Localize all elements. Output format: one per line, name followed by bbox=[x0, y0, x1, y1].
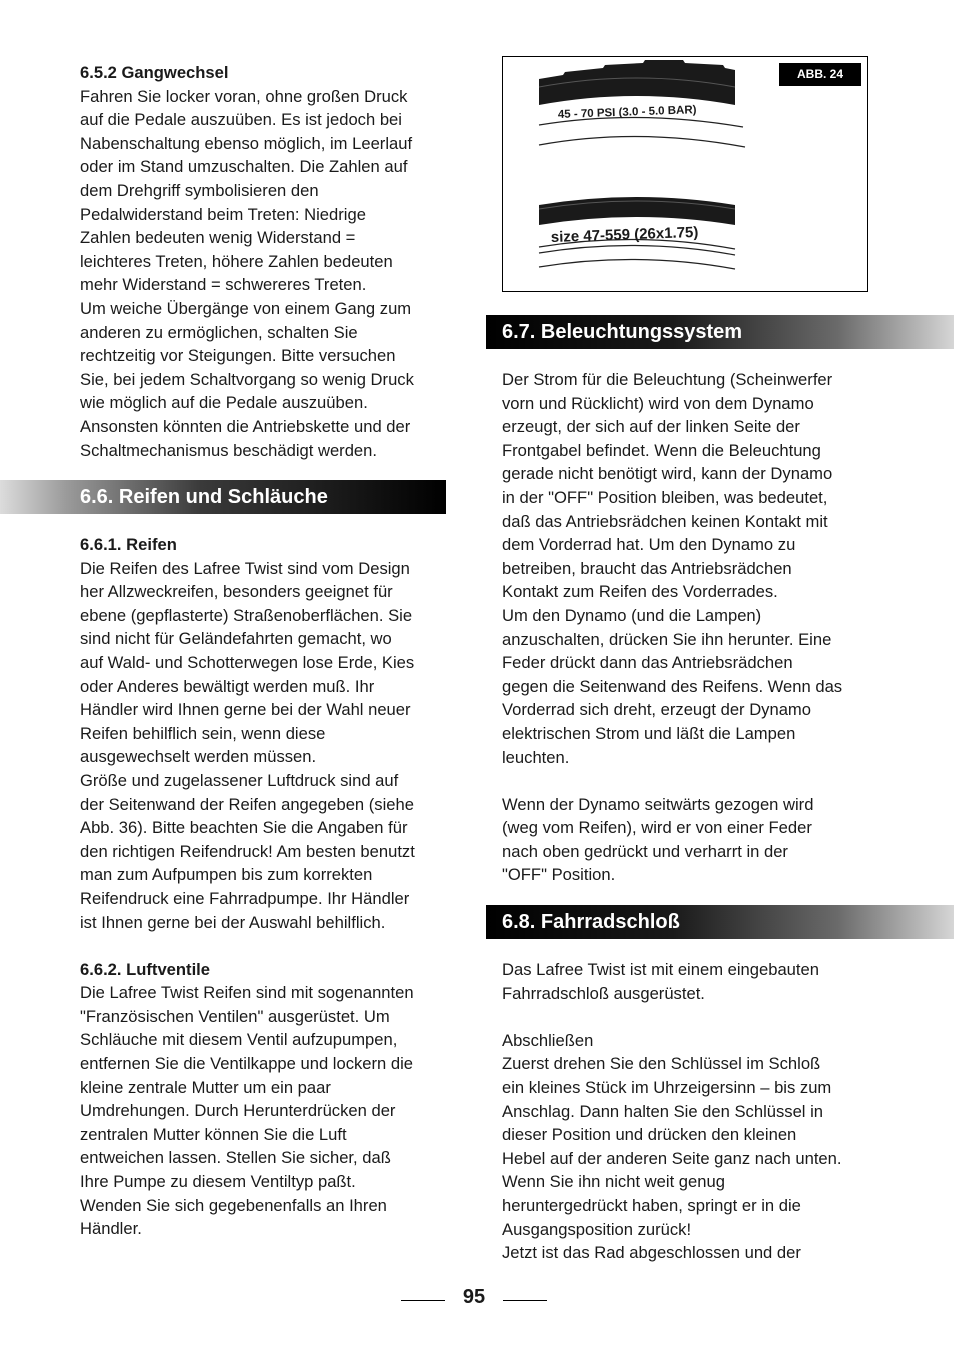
spacer bbox=[80, 934, 450, 958]
section-6-8-title: 6.8. Fahrradschloß bbox=[502, 911, 680, 933]
section-6-5-2-heading: 6.5.2 Gangwechsel bbox=[80, 63, 229, 82]
pressure-marking: 45 - 70 PSI (3.0 - 5.0 BAR) bbox=[557, 104, 697, 121]
right-column bbox=[502, 368, 874, 887]
section-6-5-2-text: Fahren Sie locker voran, ohne großen Druck auf die Pedale auszuüben. Es ist jedoch bei Nabenschaltung ebenso möglich, im Leerlauf oder im Stand umzuschalten. Die Zahlen auf dem Drehgriff symbolisieren den Pedalwiderstand beim Treten: Niedrige Zahlen bedeuten wenig Widerstand = leichteres Treten, höhere Zahlen bedeuten mehr Widerstand = schwereres Treten. Um weiche Übergänge von einem Gang zum anderen zu ermöglichen, schalten Sie rechtzeitig vor Steigungen. Bitte versuchen Sie, bei jedem Schaltvorgang so wenig Druck wie möglich auf die Pedale auszuüben. Ansonsten könnten die Antriebskette und der Schaltmechanismus beschädigt werden. bbox=[80, 86, 414, 460]
tire-sidewall-illustration bbox=[503, 57, 869, 293]
section-6-7-title: 6.7. Beleuchtungssystem bbox=[502, 321, 743, 343]
footer-rule-right bbox=[503, 1300, 547, 1301]
section-6-7-text: Der Strom für die Beleuchtung (Scheinwerfer vorn und Rücklicht) wird von dem Dynamo erzeugt, der sich auf der linken Seite der Frontgabel befindet. Wenn die Beleuchtung gerade nicht benötigt wird, kann der Dynamo in der "OFF" Position bleiben, was bedeutet, daß das Antriebsrädchen keinen Kontakt mit dem Vorderrad hat. Um den Dynamo zu betreiben, braucht das Antriebsrädchen Kontakt zum Reifen des Vorderrades. Um den Dynamo (und die Lampen) anzuschalten, drücken Sie ihn herunter. Eine Feder drückt dann das Antriebsrädchen gegen die Seitenwand des Reifens. Wenn das Vorderrad sich dreht, erzeugt der Dynamo elektrischen Strom und läßt die Lampen leuchten. Wenn der Dynamo seitwärts gezogen wird (weg vom Reifen), wird er von einer Feder nach oben gedrückt und verharrt in der "OFF" Position. bbox=[502, 370, 843, 885]
section-6-8-text: Das Lafree Twist ist mit einem eingebauten Fahrradschloß ausgerüstet. Abschließen Zuerst drehen Sie den Schlüssel im Schloß ein kleines Stück im Uhrzeigersinn – bis zum Anschlag. Dann halten Sie den Schlüssel in dieser Position und drücken den kleinen Hebel auf der anderen Seite ganz nach unten. Wenn Sie ihn nicht weit genug heruntergedrückt haben, springt er in die Ausgangsposition zurück! Jetzt ist das Rad abgeschlossen und der bbox=[502, 960, 842, 1263]
section-6-6-1-heading: 6.6.1. Reifen bbox=[80, 535, 177, 554]
left-column-lower bbox=[80, 533, 450, 1241]
tire-sidewall-figure bbox=[502, 56, 868, 292]
page-number: 95 bbox=[462, 1286, 486, 1308]
section-6-7-title-bar bbox=[486, 315, 954, 349]
section-6-6-title: 6.6. Reifen und Schläuche bbox=[80, 486, 328, 508]
section-6-6-title-bar bbox=[0, 480, 446, 514]
section-6-8-title-bar bbox=[486, 905, 954, 939]
section-6-6-2-heading: 6.6.2. Luftventile bbox=[80, 959, 211, 979]
right-column-lower bbox=[502, 958, 874, 1265]
section-6-6-1-text: Die Reifen des Lafree Twist sind vom Design her Allzweckreifen, besonders geeignet für ebene (gepflasterte) Straßenoberflächen. Sie sind nicht für Geländefahrten gemacht, wo auf Wald- und Schotterwegen lose Erde, Kies oder Anderes bewältigt werden muß. Ihr Händler wird Ihnen gerne bei der Wahl neuer Reifen behilflich sein, wenn diese ausgewechselt werden müssen. Größe und zugelassener Luftdruck sind auf der Seitenwand der Reifen angegeben (siehe Abb. 36). Bitte beachten Sie die Angaben für den richtigen Reifendruck! Am besten benutzt man zum Aufpumpen bis zum korrekten Reifendruck eine Fahrradpumpe. Ihr Händler ist Ihnen gerne bei der Auswahl behilflich. bbox=[80, 558, 415, 932]
size-marking: size 47-559 (26x1.75) bbox=[550, 223, 699, 246]
left-column bbox=[80, 61, 450, 462]
section-6-6-2-text: Die Lafree Twist Reifen sind mit sogenannten "Französischen Ventilen" ausgerüstet. Um Schläuche mit diesem Ventil aufzupumpen, entfernen Sie die Ventilkappe und lockern die kleine zentrale Mutter um ein paar Umdrehungen. Durch Herunterdrücken der zentralen Mutter können Sie die Luft entweichen lassen. Stellen Sie sicher, daß Ihre Pumpe zu diesem Ventiltyp paßt. Wenden Sie sich gegebenenfalls an Ihren Händler. bbox=[80, 983, 414, 1239]
footer-rule-left bbox=[401, 1300, 445, 1301]
figure-label: ABB. 24 bbox=[779, 63, 861, 86]
